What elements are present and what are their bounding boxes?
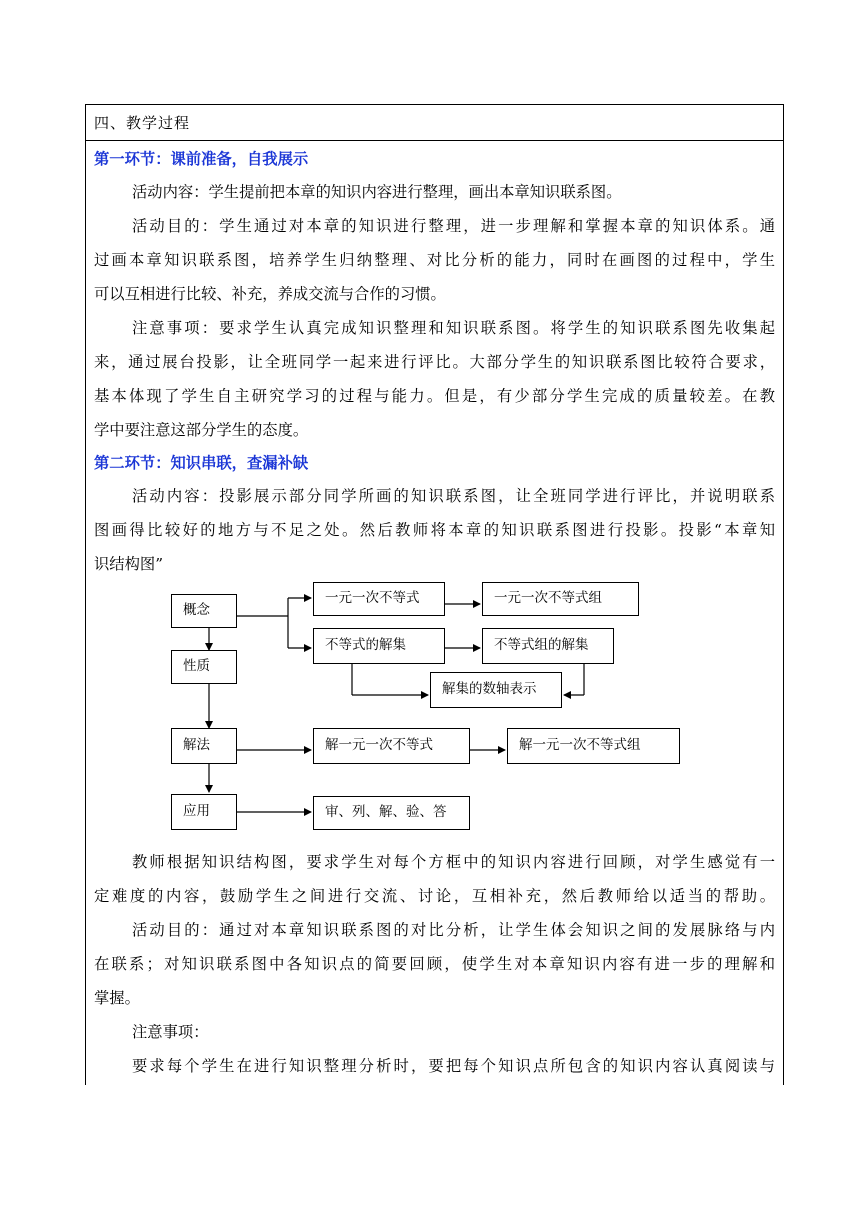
sol-set-box: 不等式的解集 [313,628,445,664]
method-box: 解法 [171,728,237,764]
application-box: 应用 [171,794,237,830]
group-sol-set-box: 不等式组的解集 [482,628,614,664]
s1-line-0: 活动内容：学生提前把本章的知识内容进行整理，画出本章知识联系图。 [132,183,622,201]
table-header-row [86,105,783,141]
section1-title: 第一环节：课前准备，自我展示 [94,150,309,168]
knowledge-structure-diagram [85,578,685,838]
s2-after-4: 掌握。 [94,989,140,1007]
solve-ineq-box: 解一元一次不等式 [313,728,470,764]
number-line-box: 解集的数轴表示 [430,672,562,708]
s1-line-3: 可以互相进行比较、补充，养成交流与合作的习惯。 [94,285,446,303]
section2-title: 第二环节：知识串联，查漏补缺 [94,454,309,472]
s2-after-2: 活动目的：通过对本章知识联系图的对比分析，让学生体会知识之间的发展脉络与内 [132,921,775,939]
s1-line-7: 学中要注意这部分学生的态度。 [94,421,309,439]
steps-box: 审、列、解、验、答 [313,796,470,830]
concept-box: 概念 [171,594,237,628]
header-title: 四、教学过程 [94,114,191,132]
s1-line-1: 活动目的：学生通过对本章的知识进行整理，进一步理解和掌握本章的知识体系。通 [132,217,775,235]
s2-line-0: 活动内容：投影展示部分同学所画的知识联系图，让全班同学进行评比，并说明联系 [132,487,775,505]
s2-line-2: 识结构图” [94,555,164,573]
ineq-box: 一元一次不等式 [313,582,445,616]
s2-after-1: 定难度的内容，鼓励学生之间进行交流、讨论，互相补充，然后教师给以适当的帮助。 [94,887,775,905]
s2-after-5: 注意事项： [132,1023,209,1041]
ineq-group-box: 一元一次不等式组 [482,582,639,616]
s2-line-1: 图画得比较好的地方与不足之处。然后教师将本章的知识联系图进行投影。投影“本章知 [94,521,775,539]
s1-line-2: 过画本章知识联系图，培养学生归纳整理、对比分析的能力，同时在画图的过程中，学生 [94,251,775,269]
s2-after-6: 要求每个学生在进行知识整理分析时，要把每个知识点所包含的知识内容认真阅读与 [132,1057,775,1075]
solve-group-box: 解一元一次不等式组 [507,728,680,764]
s2-after-3: 在联系；对知识联系图中各知识点的简要回顾，使学生对本章知识内容有进一步的理解和 [94,955,775,973]
s1-line-4: 注意事项：要求学生认真完成知识整理和知识联系图。将学生的知识联系图先收集起 [132,319,775,337]
s2-after-0: 教师根据知识结构图，要求学生对每个方框中的知识内容进行回顾，对学生感觉有一 [132,853,775,871]
s1-line-5: 来，通过展台投影，让全班同学一起来进行评比。大部分学生的知识联系图比较符合要求， [94,353,775,371]
property-box: 性质 [171,650,237,684]
s1-line-6: 基本体现了学生自主研究学习的过程与能力。但是，有少部分学生完成的质量较差。在教 [94,387,775,405]
